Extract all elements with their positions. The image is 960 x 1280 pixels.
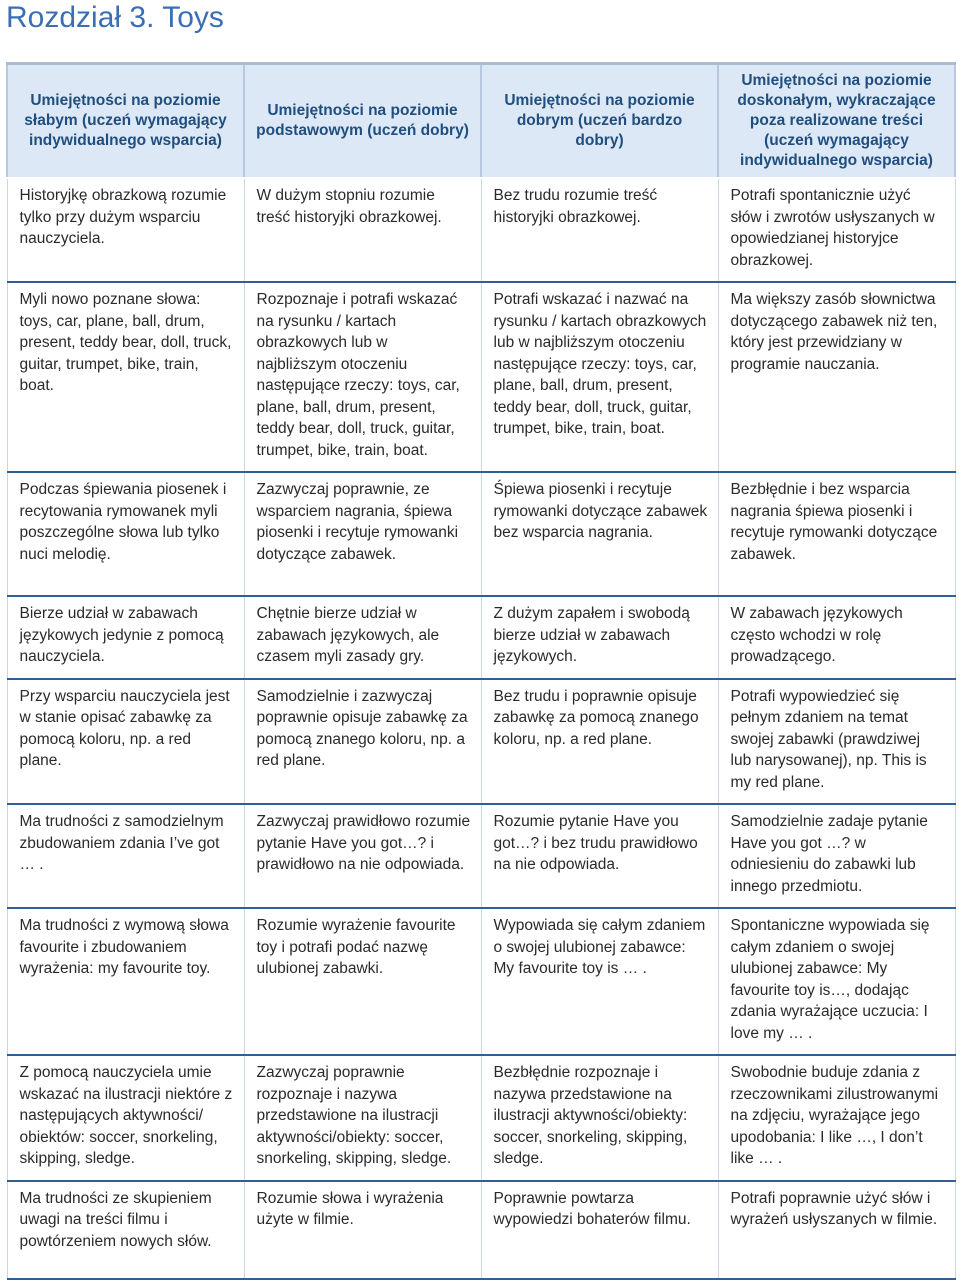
table-cell: Ma trudności z wymową słowa favourite i zbudowaniem wyrażenia: my favourite toy. [7,908,244,1055]
table-cell: Rozumie wyrażenie favourite toy i potrafi podać nazwę ulubionej zabawki. [244,908,481,1055]
table-cell: Bez trudu rozumie treść historyjki obrazkowej. [481,178,718,282]
table-cell: Myli nowo poznane słowa: toys, car, plane, ball, drum, present, teddy bear, doll, truck, guitar, trumpet, bike, train, boat. [7,282,244,472]
table-cell: Poprawnie powtarza wypowiedzi bohaterów filmu. [481,1181,718,1279]
table-cell: Rozumie pytanie Have you got…? i bez trudu prawidłowo na nie odpowiada. [481,804,718,908]
header-level-excellent: Umiejętności na poziomie doskonałym, wykraczające poza realizowane treści (uczeń wymagający indywidualnego wsparcia) [718,64,955,179]
table-cell: Ma większy zasób słownictwa dotyczącego zabawek niż ten, który jest przewidziany w programie nauczania. [718,282,955,472]
table-cell: Zazwyczaj prawidłowo rozumie pytanie Have you got…? i prawidłowo na nie odpowiada. [244,804,481,908]
table-cell: Spontaniczne wypowiada się całym zdaniem o swojej ulubionej zabawce: My favourite toy is…, dodając zdania wyrażające uczucia: I love my … . [718,908,955,1055]
table-cell: Potrafi poprawnie użyć słów i wyrażeń usłyszanych w filmie. [718,1181,955,1279]
table-row [7,282,955,472]
table-cell: Ma trudności ze skupieniem uwagi na treści filmu i powtórzeniem nowych słów. [7,1181,244,1279]
header-level-weak: Umiejętności na poziomie słabym (uczeń wymagający indywidualnego wsparcia) [7,64,244,179]
table-cell: Zazwyczaj poprawnie, ze wsparciem nagrania, śpiewa piosenki i recytuje rymowanki dotyczące zabawek. [244,472,481,596]
table-cell: Bez trudu i poprawnie opisuje zabawkę za pomocą znanego koloru, np. a red plane. [481,679,718,805]
table-row [7,472,955,596]
table-cell: Śpiewa piosenki i recytuje rymowanki dotyczące zabawek bez wsparcia nagrania. [481,472,718,596]
table-cell: Potrafi wskazać i nazwać na rysunku / kartach obrazkowych lub w najbliższym otoczeniu następujące rzeczy: toys, car, plane, ball, drum, present, teddy bear, doll, truck, guitar, trumpet, bike, train, boat. [481,282,718,472]
table-cell: Samodzielnie i zazwyczaj poprawnie opisuje zabawkę za pomocą znanego koloru, np. a red plane. [244,679,481,805]
skills-table [6,62,956,1280]
table-row [7,596,955,679]
table-cell: Rozpoznaje i potrafi wskazać na rysunku / kartach obrazkowych lub w najbliższym otoczeniu następujące rzeczy: toys, car, plane, ball, drum, present, teddy bear, doll, truck, guitar, trumpet, bike, train, boat. [244,282,481,472]
table-cell: Wypowiada się całym zdaniem o swojej ulubionej zabawce: My favourite toy is … . [481,908,718,1055]
page-title: Rozdział 3. Toys [6,1,224,34]
table-cell: Podczas śpiewania piosenek i recytowania rymowanek myli poszczególne słowa lub tylko nuci melodię. [7,472,244,596]
table-cell: Przy wsparciu nauczyciela jest w stanie opisać zabawkę za pomocą koloru, np. a red plane. [7,679,244,805]
table-cell: Swobodnie buduje zdania z rzeczownikami zilustrowanymi na zdjęciu, wyrażające jego upodobania: I like …, I don’t like … . [718,1055,955,1181]
table-cell: Z pomocą nauczyciela umie wskazać na ilustracji niektóre z następujących aktywności/ obiektów: soccer, snorkeling, skipping, sledge. [7,1055,244,1181]
table-cell: Ma trudności z samodzielnym zbudowaniem zdania I’ve got … . [7,804,244,908]
table-cell: W dużym stopniu rozumie treść historyjki obrazkowej. [244,178,481,282]
table-cell: Historyjkę obrazkową rozumie tylko przy dużym wsparciu nauczyciela. [7,178,244,282]
header-row [7,64,955,179]
table-row [7,908,955,1055]
table-cell: Potrafi spontanicznie użyć słów i zwrotów usłyszanych w opowiedzianej historyjce obrazkowej. [718,178,955,282]
table-row [7,1181,955,1279]
header-level-basic: Umiejętności na poziomie podstawowym (uczeń dobry) [244,64,481,179]
table-cell: Zazwyczaj poprawnie rozpoznaje i nazywa przedstawione na ilustracji aktywności/obiekty: soccer, snorkeling, skipping, sledge. [244,1055,481,1181]
table-cell: Potrafi wypowiedzieć się pełnym zdaniem na temat swojej zabawki (prawdziwej lub narysowanej), np. This is my red plane. [718,679,955,805]
table-row [7,1055,955,1181]
table-cell: Samodzielnie zadaje pytanie Have you got …? w odniesieniu do zabawki lub innego przedmiotu. [718,804,955,908]
table-row [7,178,955,282]
table-cell: Bezbłędnie rozpoznaje i nazywa przedstawione na ilustracji aktywności/obiekty: soccer, snorkeling, skipping, sledge. [481,1055,718,1181]
table-cell: Z dużym zapałem i swobodą bierze udział w zabawach językowych. [481,596,718,679]
header-level-good: Umiejętności na poziomie dobrym (uczeń bardzo dobry) [481,64,718,179]
table-cell: Rozumie słowa i wyrażenia użyte w filmie. [244,1181,481,1279]
table-row [7,804,955,908]
table-cell: Bierze udział w zabawach językowych jedynie z pomocą nauczyciela. [7,596,244,679]
table-cell: W zabawach językowych często wchodzi w rolę prowadzącego. [718,596,955,679]
table-row [7,679,955,805]
table-cell: Bezbłędnie i bez wsparcia nagrania śpiewa piosenki i recytuje rymowanki dotyczące zabawek. [718,472,955,596]
table-cell: Chętnie bierze udział w zabawach językowych, ale czasem myli zasady gry. [244,596,481,679]
